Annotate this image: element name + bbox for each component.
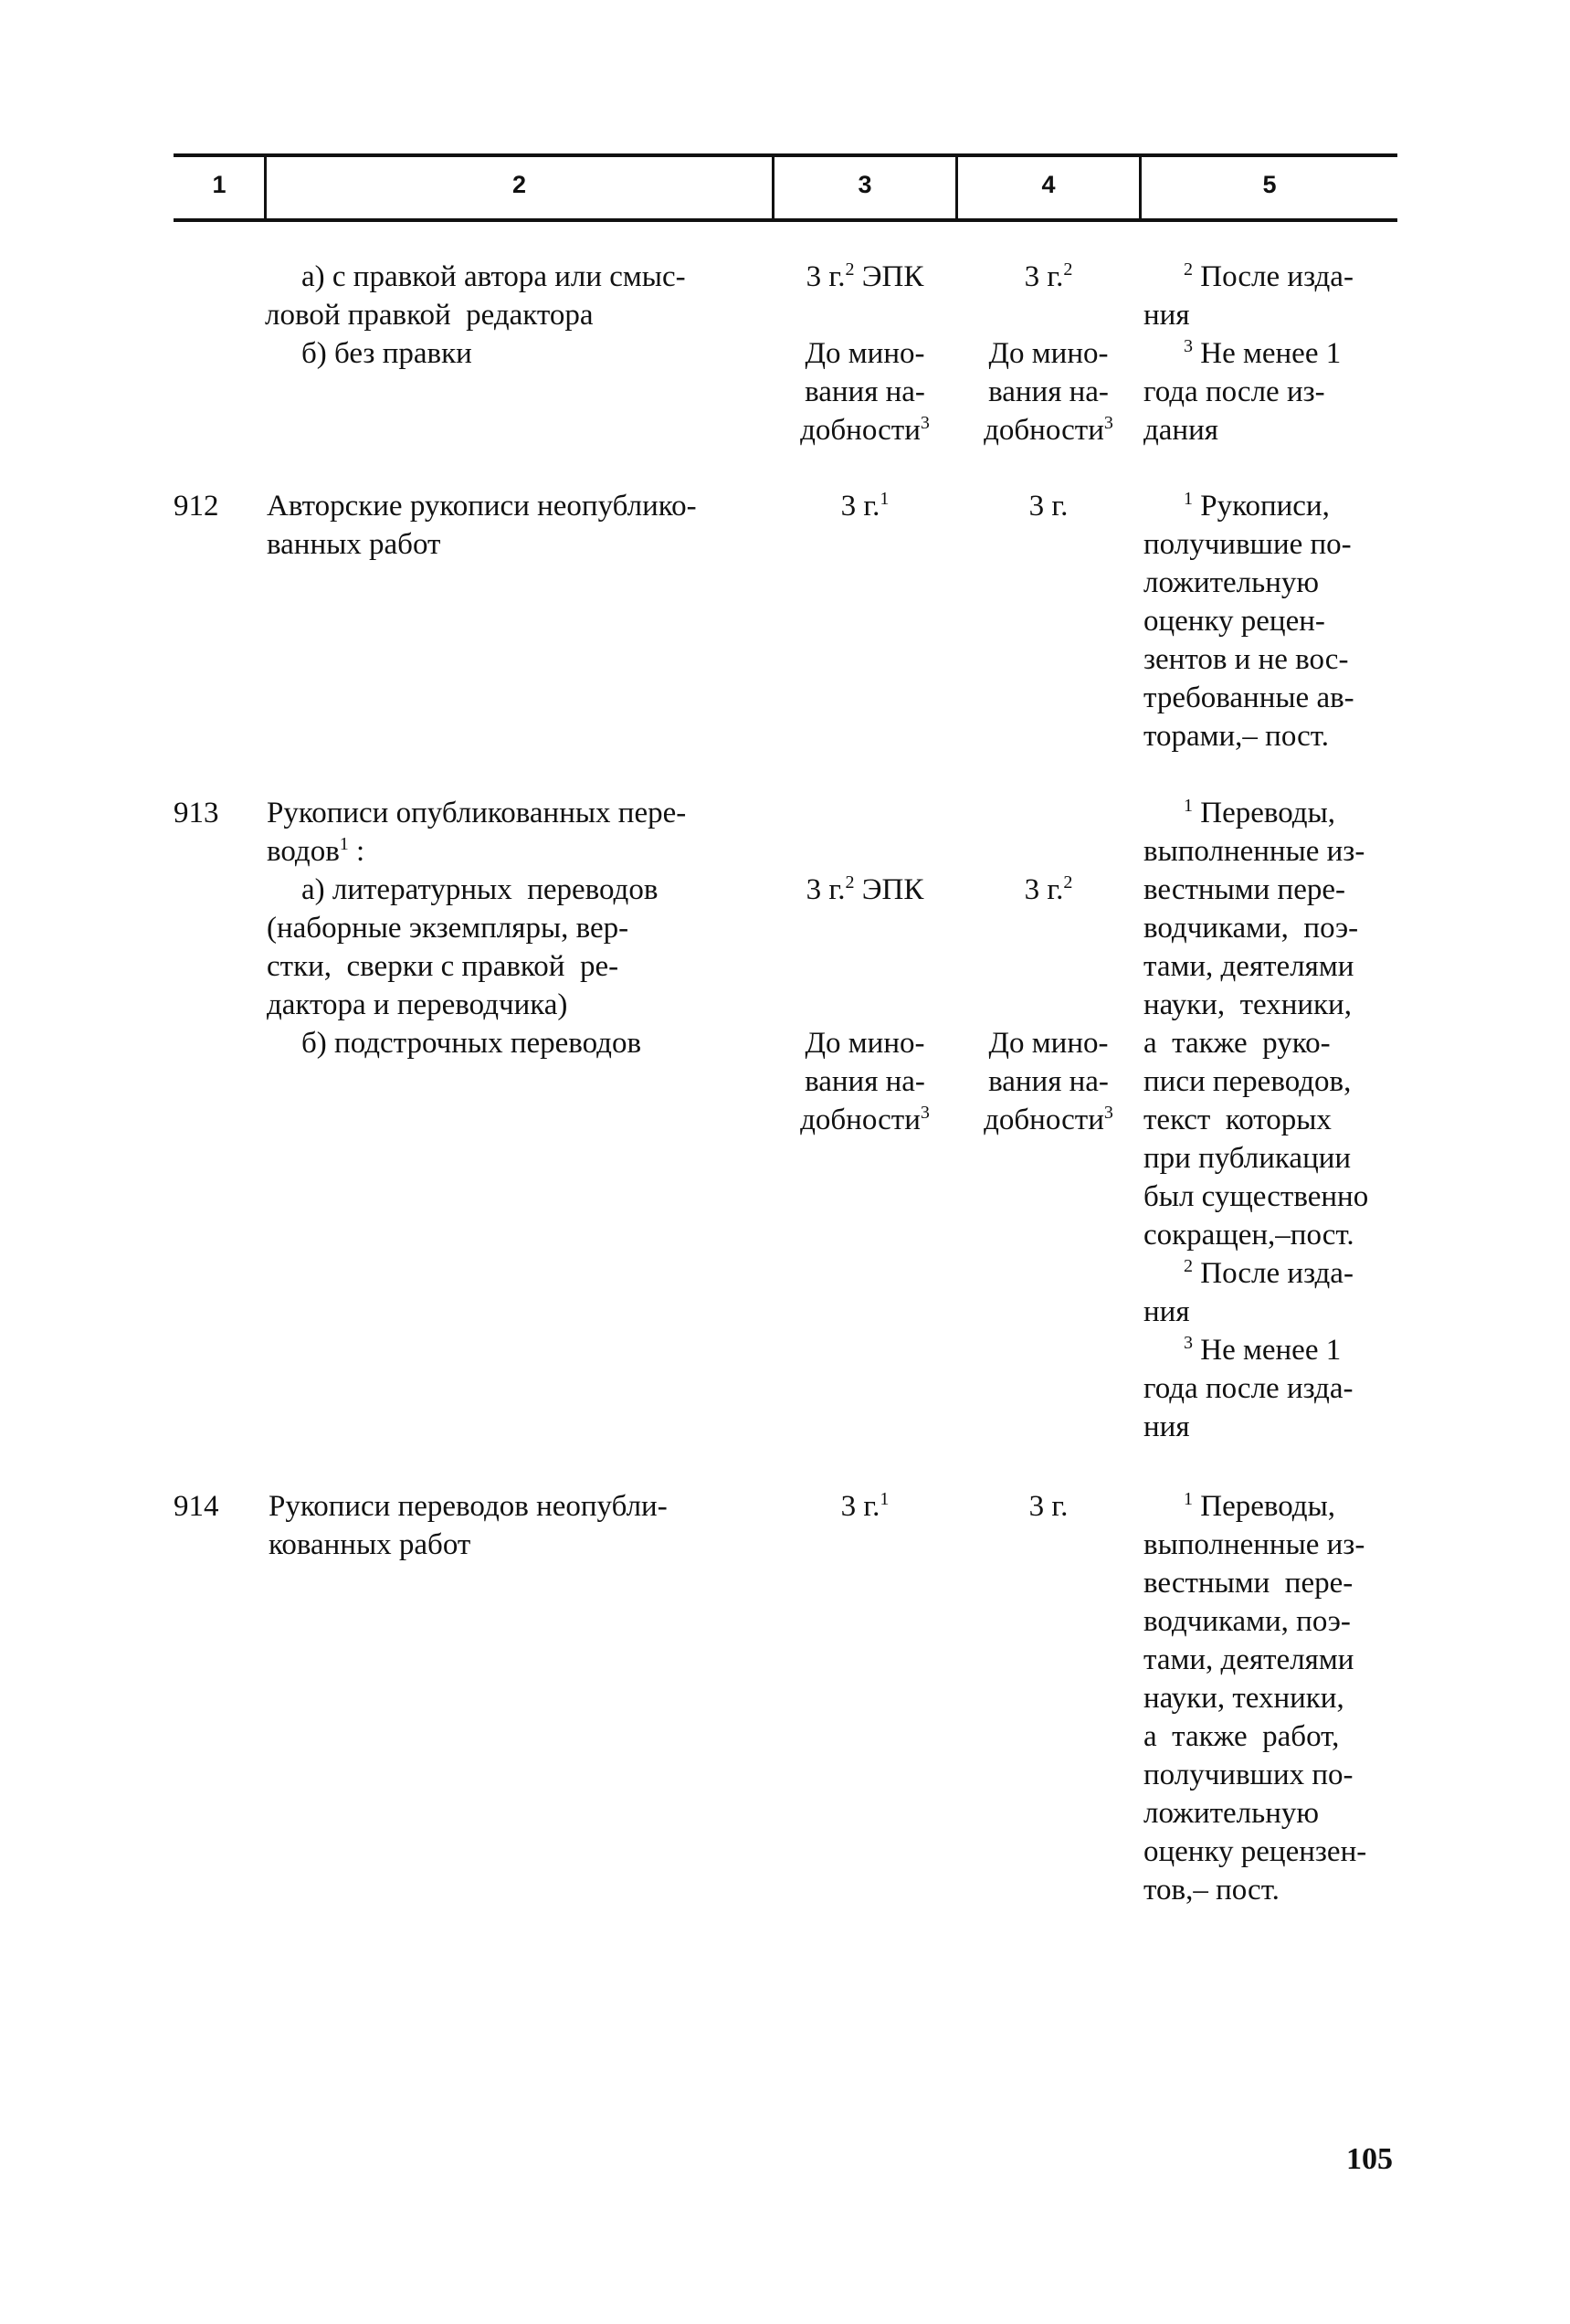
cell-text: оценку рецензен- bbox=[1143, 1835, 1367, 1868]
footnote-mark: 1 bbox=[880, 1489, 890, 1509]
cell-text: водчиками, поэ- bbox=[1143, 912, 1359, 945]
cell-text: текст которых bbox=[1143, 1104, 1332, 1136]
cell-text: ния bbox=[1143, 1410, 1190, 1443]
note-line bbox=[1184, 794, 1335, 832]
cell-text: вания на- bbox=[988, 375, 1109, 408]
cell-text: 3 г. bbox=[1024, 260, 1064, 293]
cell-text: : bbox=[348, 835, 365, 868]
footnote-mark: 2 bbox=[845, 259, 855, 280]
cell-text: а также работ, bbox=[1143, 1720, 1340, 1753]
cell-text: вестными пере- bbox=[1143, 873, 1345, 906]
cell-text: оценку рецен- bbox=[1143, 605, 1325, 638]
retention-cell bbox=[958, 1101, 1139, 1139]
footnote-mark: 3 bbox=[920, 413, 930, 433]
cell-text: выполненные из- bbox=[1143, 1528, 1365, 1561]
cell-text: был существенно bbox=[1143, 1180, 1369, 1213]
cell-text: Рукописи переводов неопубли- bbox=[269, 1490, 668, 1523]
cell-text: 3 г. bbox=[806, 873, 846, 906]
cell-text: ЭПК bbox=[854, 873, 924, 906]
footnote-mark: 2 bbox=[845, 872, 855, 893]
cell-text: Авторские рукописи неопублико- bbox=[267, 490, 697, 523]
header-col-1: 1 bbox=[212, 171, 227, 198]
cell-text: науки, техники, bbox=[1143, 988, 1352, 1021]
cell-text: тами, деятелями bbox=[1143, 950, 1354, 983]
cell-text: добности bbox=[800, 1104, 921, 1136]
cell-text: ния bbox=[1143, 1295, 1190, 1328]
retention-cell bbox=[774, 1101, 955, 1139]
cell-text: ложительную bbox=[1143, 1797, 1320, 1830]
note-line bbox=[1184, 334, 1341, 373]
cell-text: а) литературных переводов bbox=[301, 873, 659, 906]
cell-text: зентов и не вос- bbox=[1143, 643, 1349, 676]
cell-text: получивших по- bbox=[1143, 1759, 1354, 1791]
cell-text: До мино- bbox=[805, 337, 925, 370]
cell-text: После изда- bbox=[1193, 1257, 1354, 1290]
cell-text: ловой правкой редактора bbox=[265, 299, 594, 332]
cell-text: а также руко- bbox=[1143, 1027, 1331, 1060]
footnote-mark: 3 bbox=[920, 1103, 930, 1123]
cell-text: б) подстрочных переводов bbox=[301, 1027, 642, 1060]
footnote-mark: 1 bbox=[1184, 1489, 1193, 1509]
footnote-mark: 3 bbox=[1184, 336, 1193, 356]
note-line bbox=[1184, 1254, 1354, 1293]
cell-text: До мино- bbox=[988, 1027, 1109, 1060]
cell-text: До мино- bbox=[805, 1027, 925, 1060]
cell-text: тов,– пост. bbox=[1143, 1874, 1280, 1907]
cell-text: Переводы, bbox=[1193, 797, 1335, 829]
cell-text: при публикации bbox=[1143, 1142, 1352, 1175]
cell-text: водчиками, поэ- bbox=[1143, 1605, 1351, 1638]
cell-text: года после из- bbox=[1143, 375, 1325, 408]
cell-text: вания на- bbox=[988, 1065, 1109, 1098]
cell-text: вания на- bbox=[805, 375, 925, 408]
note-line bbox=[1184, 1487, 1335, 1526]
cell-text: 3 г. bbox=[1024, 873, 1064, 906]
cell-text: ЭПК bbox=[854, 260, 924, 293]
cell-text: 3 г. bbox=[1028, 1490, 1069, 1523]
cell-text: водов bbox=[267, 835, 340, 868]
retention-cell bbox=[958, 411, 1139, 449]
cell-text: дания bbox=[1143, 414, 1218, 447]
cell-text: дактора и переводчика) bbox=[267, 988, 568, 1021]
header-col-3: 3 bbox=[858, 171, 872, 198]
retention-cell bbox=[958, 258, 1139, 296]
cell-text: Не менее 1 bbox=[1193, 1334, 1342, 1367]
retention-cell bbox=[774, 1487, 955, 1526]
footnote-mark: 1 bbox=[1184, 489, 1193, 509]
footnote-mark: 2 bbox=[1184, 1256, 1193, 1276]
cell-text: ния bbox=[1143, 299, 1190, 332]
page-number: 105 bbox=[1346, 2142, 1393, 2176]
footnote-mark: 1 bbox=[1184, 796, 1193, 816]
cell-text: тами, деятелями bbox=[1143, 1643, 1354, 1676]
retention-cell bbox=[774, 487, 955, 525]
cell-text: добности bbox=[984, 414, 1104, 447]
footnote-mark: 2 bbox=[1063, 259, 1073, 280]
cell-text: выполненные из- bbox=[1143, 835, 1365, 868]
footnote-mark: 1 bbox=[339, 834, 349, 854]
cell-text: торами,– пост. bbox=[1143, 720, 1329, 753]
retention-cell bbox=[958, 871, 1139, 909]
header-col-5: 5 bbox=[1262, 171, 1277, 198]
cell-text: После изда- bbox=[1193, 260, 1354, 293]
note-line bbox=[1184, 1331, 1341, 1369]
footnote-mark: 3 bbox=[1184, 1333, 1193, 1353]
cell-text: Рукописи, bbox=[1193, 490, 1330, 523]
row-number: 912 bbox=[174, 490, 219, 523]
row-number: 913 bbox=[174, 797, 219, 829]
cell-text: года после изда- bbox=[1143, 1372, 1354, 1405]
footnote-mark: 3 bbox=[1103, 1103, 1113, 1123]
cell-text: 3 г. bbox=[1028, 490, 1069, 523]
cell-text: Переводы, bbox=[1193, 1490, 1335, 1523]
retention-cell bbox=[774, 411, 955, 449]
cell-text: а) с правкой автора или смыс- bbox=[301, 260, 686, 293]
cell-text: 3 г. bbox=[840, 490, 880, 523]
cell-text: ванных работ bbox=[267, 528, 441, 561]
cell-text: писи переводов, bbox=[1143, 1065, 1352, 1098]
header-col-4: 4 bbox=[1041, 171, 1056, 198]
cell-text: добности bbox=[984, 1104, 1104, 1136]
header-col-2: 2 bbox=[511, 171, 527, 198]
note-line bbox=[267, 832, 364, 871]
footnote-mark: 1 bbox=[880, 489, 890, 509]
row-number: 914 bbox=[174, 1490, 219, 1523]
cell-text: (наборные экземпляры, вер- bbox=[267, 912, 629, 945]
cell-text: науки, техники, bbox=[1143, 1682, 1344, 1715]
header-top-rule bbox=[174, 153, 1397, 157]
cell-text: 3 г. bbox=[840, 1490, 880, 1523]
footnote-mark: 3 bbox=[1103, 413, 1113, 433]
cell-text: Не менее 1 bbox=[1193, 337, 1342, 370]
cell-text: вания на- bbox=[805, 1065, 925, 1098]
header-bottom-rule bbox=[174, 218, 1397, 222]
cell-text: сокращен,–пост. bbox=[1143, 1219, 1354, 1252]
cell-text: 3 г. bbox=[806, 260, 846, 293]
cell-text: Рукописи опубликованных пере- bbox=[267, 797, 687, 829]
footnote-mark: 2 bbox=[1063, 872, 1073, 893]
cell-text: До мино- bbox=[988, 337, 1109, 370]
cell-text: ложительную bbox=[1143, 566, 1320, 599]
cell-text: стки, сверки с правкой ре- bbox=[267, 950, 619, 983]
retention-cell bbox=[774, 871, 955, 909]
note-line bbox=[1184, 258, 1354, 296]
cell-text: б) без правки bbox=[301, 337, 472, 370]
cell-text: получившие по- bbox=[1143, 528, 1352, 561]
cell-text: кованных работ bbox=[269, 1528, 471, 1561]
footnote-mark: 2 bbox=[1184, 259, 1193, 280]
note-line bbox=[1184, 487, 1330, 525]
cell-text: вестными пере- bbox=[1143, 1567, 1354, 1600]
cell-text: добности bbox=[800, 414, 921, 447]
retention-cell bbox=[774, 258, 955, 296]
cell-text: требованные ав- bbox=[1143, 681, 1354, 714]
